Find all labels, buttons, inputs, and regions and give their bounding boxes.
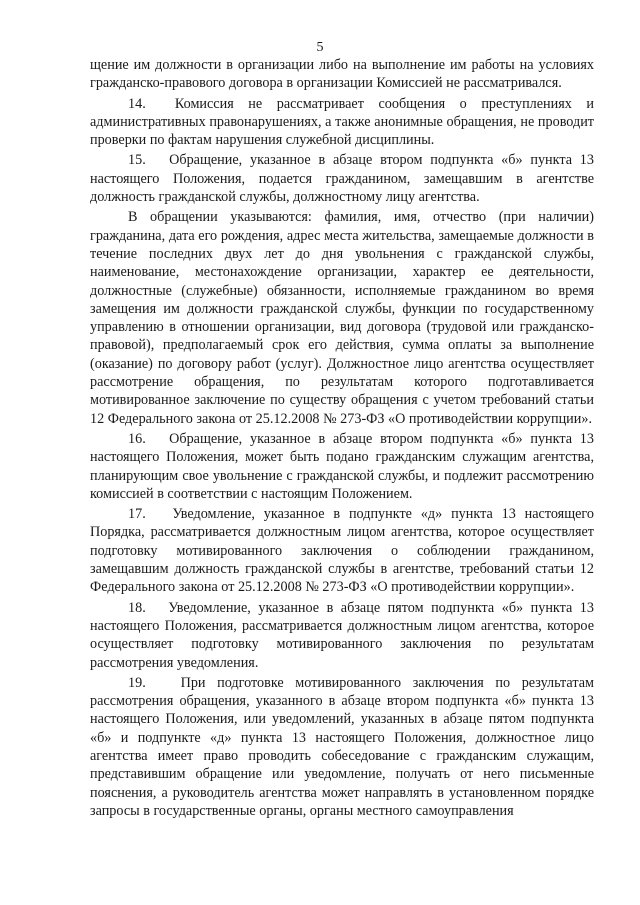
paragraph-item-16: 16. Обращение, указанное в абзаце втором подпункта «б» пункта 13 настоящего Положения, может быть подано гражданским служащим агентства, планирующим свое увольнение с гражданской службы, и подлежит рассмотрению комиссией в соответствии с настоящим Положением. <box>90 430 594 502</box>
paragraph-item-15-details: В обращении указываются: фамилия, имя, отчество (при наличии) гражданина, дата его рождения, адрес места жительства, замещаемые должности в течение последних двух лет до дня увольнения с гражданской службы, наименование, местонахождение организации, характер ее деятельности, должностные (служебные) обязанности, исполняемые гражданином во время замещения им должности гражданской службы, функции по государственному управлению в отношении организации, вид договора (трудовой или гражданско-правовой), предполагаемый срок его действия, сумма оплаты за выполнение (оказание) по договору работ (услуг). Должностное лицо агентства осуществляет рассмотрение обращения, по результатам которого подготавливается мотивированное заключение по существу обращения с учетом требований статьи 12 Федерального закона от 25.12.2008 № 273-ФЗ «О противодействии коррупции». <box>90 209 594 427</box>
paragraph-item-14: 14. Комиссия не рассматривает сообщения о преступлениях и административных правонарушениях, а также анонимные обращения, не проводит проверки по фактам нарушения служебной дисциплины. <box>90 95 594 149</box>
paragraph-item-18: 18. Уведомление, указанное в абзаце пятом подпункта «б» пункта 13 настоящего Положения, рассматривается должностным лицом агентства, которое осуществляет подготовку мотивированного заключения по результатам рассмотрения уведомления. <box>90 599 594 671</box>
paragraph-continuation: щение им должности в организации либо на выполнение им работы на условиях гражданско-правового договора в организации Комиссией не рассматривался. <box>90 57 594 92</box>
page-number: 5 <box>316 40 324 55</box>
document-body <box>90 56 594 820</box>
paragraph-item-15: 15. Обращение, указанное в абзаце втором подпункта «б» пункта 13 настоящего Положения, подается гражданином, замещавшим в агентстве должность гражданской службы, должностному лицу агентства. <box>90 152 594 206</box>
paragraph-item-19: 19. При подготовке мотивированного заключения по результатам рассмотрения обращения, указанного в абзаце втором подпункта «б» пункта 13 настоящего Положения, или уведомлений, указанных в абзаце пятом подпункта «б» и подпункте «д» пункта 13 настоящего Положения, должностное лицо агентства имеет право проводить собеседование с гражданским служащим, представившим обращение или уведомление, получать от него письменные пояснения, а руководитель агентства может направлять в установленном порядке запросы в государственные органы, органы местного самоуправления <box>90 674 594 819</box>
paragraph-item-17: 17. Уведомление, указанное в подпункте «д» пункта 13 настоящего Порядка, рассматривается должностным лицом агентства, которое осуществляет подготовку мотивированного заключения о соблюдении гражданином, замещавшим должность гражданской службы в агентстве, требований статьи 12 Федерального закона от 25.12.2008 № 273-ФЗ «О противодействии коррупции». <box>90 506 594 596</box>
